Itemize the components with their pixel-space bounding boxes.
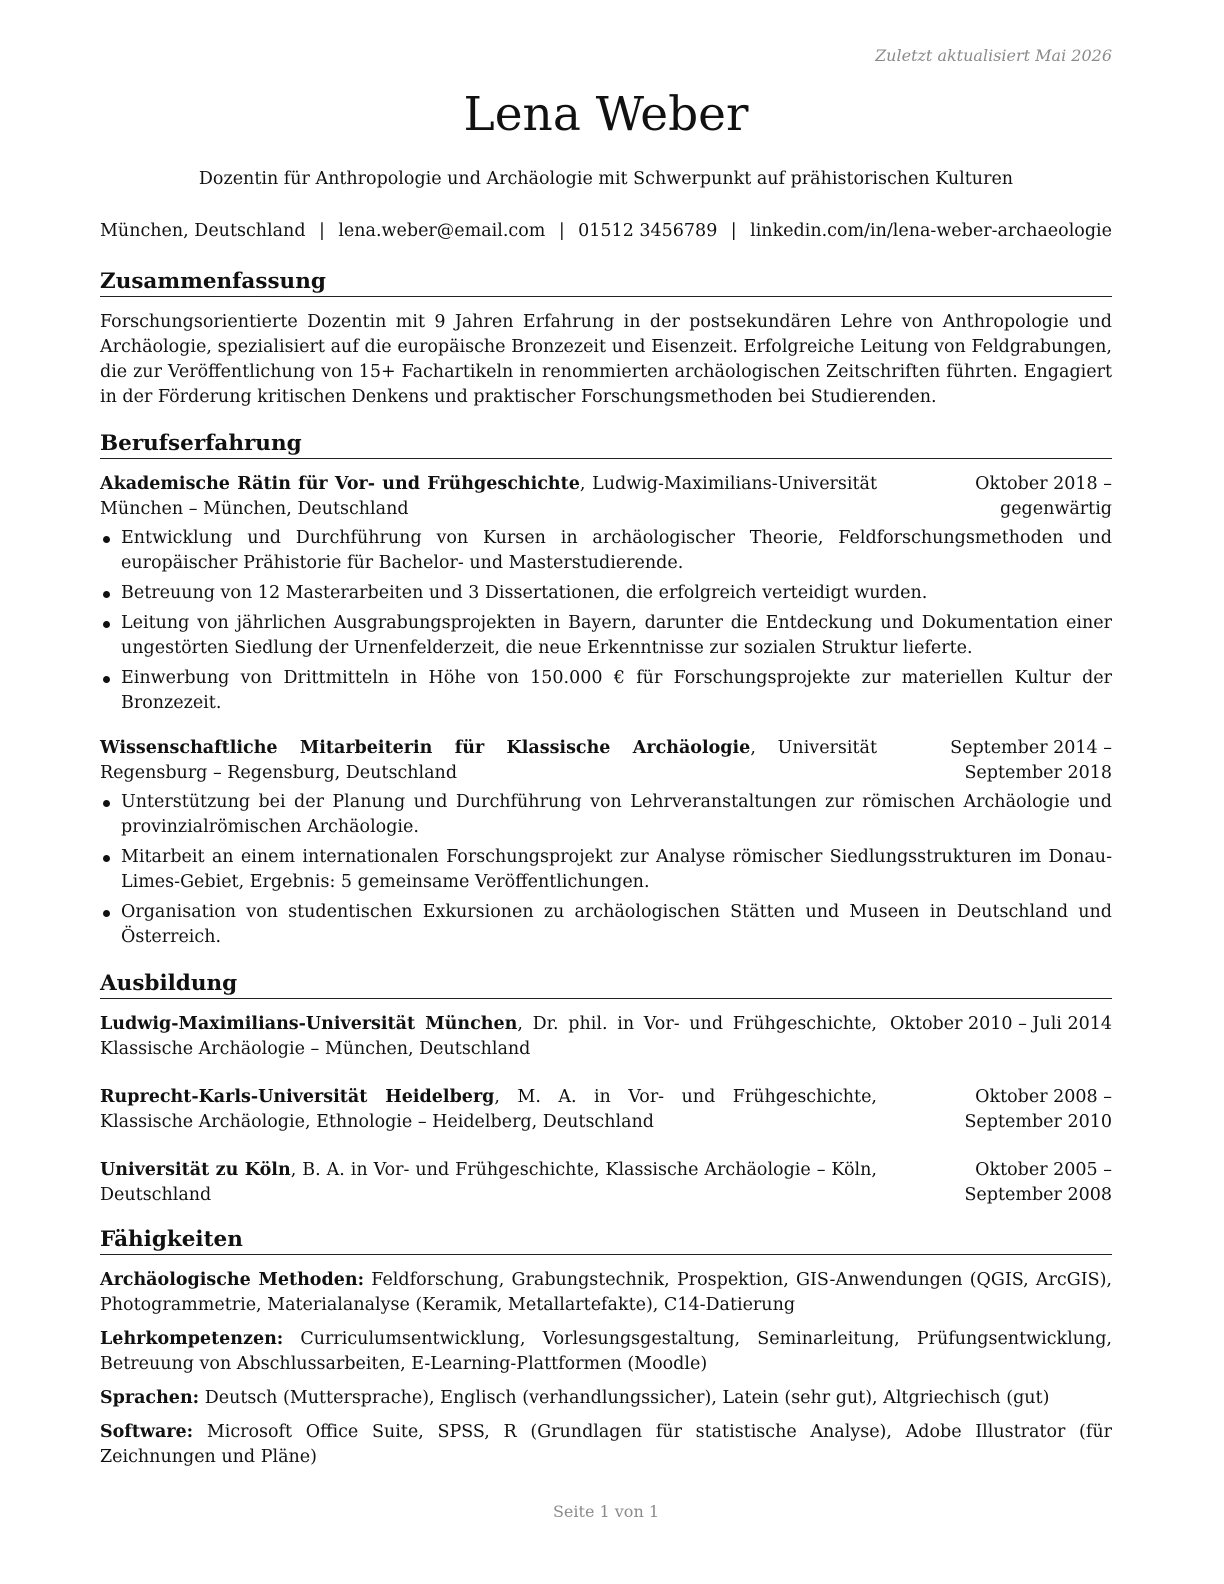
skill-text: Deutsch (Muttersprache), Englisch (verhandlungssicher), Latein (sehr gut), Altgriechisch (gut) (199, 1388, 1050, 1408)
contact-line (100, 219, 1112, 243)
bullet-item: Betreuung von 12 Masterarbeiten und 3 Dissertationen, die erfolgreich verteidigt wurden. (100, 581, 1112, 606)
job-heading (100, 472, 887, 522)
job-header (100, 736, 1112, 786)
section-title: Fähigkeiten (100, 1226, 1112, 1255)
resume-page (100, 0, 1112, 1584)
page-number: Seite 1 von 1 (552, 1502, 660, 1521)
bullet-item: Unterstützung bei der Planung und Durchführung von Lehrveranstaltungen zur römischen Archäologie und provinzialrömischen Archäologie. (100, 790, 1112, 840)
job-entry (100, 736, 1112, 950)
bullet-item: Entwicklung und Durchführung von Kursen in archäologischer Theorie, Feldforschungsmethoden und europäischer Prähistorie für Bachelor- und Masterstudierende. (100, 526, 1112, 576)
job-header (100, 472, 1112, 522)
education-heading (100, 1012, 887, 1062)
job-details: , Ludwig-Maximilians-Universität München – München, Deutschland (100, 474, 877, 519)
education-heading (100, 1085, 887, 1135)
education-school: Ruprecht-Karls-Universität Heidelberg (100, 1087, 495, 1107)
skill-label: Sprachen: (100, 1388, 200, 1408)
summary-text: Forschungsorientierte Dozentin mit 9 Jahren Erfahrung in der postsekundären Lehre von Anthropologie und Archäologie, spezialisiert auf die europäische Bronzezeit und Eisenzeit. Erfolgreiche Leitung von Feldgrabungen, die zur Veröffentlichung von 15+ Fachartikeln in renommierten archäologischen Zeitschriften führten. Engagiert in der Förderung kritischen Denkens und praktischer Forschungsmethoden bei Studierenden. (100, 312, 1112, 407)
last-updated: Zuletzt aktualisiert Mai 2026 (875, 46, 1112, 65)
education-details: , M. A. in Vor- und Frühgeschichte, Klassische Archäologie, Ethnologie – Heidelberg, Deutschland (100, 1087, 877, 1132)
contact-separator: | (558, 221, 565, 241)
bullet-item: Einwerbung von Drittmitteln in Höhe von 150.000 € für Forschungsprojekte zur materiellen Kultur der Bronzezeit. (100, 666, 1112, 716)
job-entry (100, 472, 1112, 716)
skill-item (100, 1327, 1112, 1377)
education-section (100, 970, 1112, 1208)
skill-text: Feldforschung, Grabungstechnik, Prospektion, GIS-Anwendungen (QGIS, ArcGIS), Photogrammetrie, Materialanalyse (Keramik, Metallartefakte), C14-Datierung (100, 1270, 1112, 1315)
section-title: Berufserfahrung (100, 430, 1112, 459)
skill-text: Microsoft Office Suite, SPSS, R (Grundlagen für statistische Analyse), Adobe Illustrator (für Zeichnungen und Pläne) (100, 1422, 1112, 1467)
bullet-item: Mitarbeit an einem internationalen Forschungsprojekt zur Analyse römischer Siedlungsstrukturen im Donau-Limes-Gebiet, Ergebnis: 5 gemeinsame Veröffentlichungen. (100, 845, 1112, 895)
job-bullets (100, 790, 1112, 950)
skills-section (100, 1226, 1112, 1470)
skill-label: Software: (100, 1422, 194, 1442)
contact-separator: | (730, 221, 737, 241)
bullet-item: Leitung von jährlichen Ausgrabungsprojekten in Bayern, darunter die Entdeckung und Dokumentation einer ungestörten Siedlung der Urnenfelderzeit, die neue Erkenntnisse zur sozialen Struktur lieferte. (100, 611, 1112, 661)
education-date: Oktober 2008 – September 2010 (964, 1087, 1112, 1132)
job-bullets (100, 526, 1112, 716)
education-heading (100, 1158, 887, 1208)
education-entry (100, 1158, 1112, 1208)
resume-content (100, 268, 1112, 1479)
education-details: , B. A. in Vor- und Frühgeschichte, Klassische Archäologie – Köln, Deutschland (100, 1160, 877, 1205)
bullet-item: Organisation von studentischen Exkursionen zu archäologischen Stätten und Museen in Deutschland und Österreich. (100, 900, 1112, 950)
summary-section (100, 268, 1112, 410)
contact-separator: | (318, 221, 325, 241)
contact-location: München, Deutschland (100, 221, 306, 241)
skill-label: Archäologische Methoden: (100, 1270, 365, 1290)
education-details: , Dr. phil. in Vor- und Frühgeschichte, Klassische Archäologie – München, Deutschland (100, 1014, 877, 1059)
education-entry (100, 1085, 1112, 1135)
job-date: Oktober 2018 – gegenwärtig (975, 474, 1112, 519)
job-date: September 2014 – September 2018 (950, 738, 1112, 783)
education-date: Oktober 2010 – Juli 2014 (890, 1014, 1112, 1034)
job-details: , Universität Regensburg – Regensburg, Deutschland (100, 738, 877, 783)
experience-section (100, 430, 1112, 950)
job-role: Wissenschaftliche Mitarbeiterin für Klassische Archäologie (100, 738, 751, 758)
section-title: Ausbildung (100, 970, 1112, 999)
contact-phone: 01512 3456789 (578, 221, 718, 241)
contact-email[interactable]: lena.weber@email.com (338, 221, 546, 241)
skill-item (100, 1268, 1112, 1318)
skill-item (100, 1420, 1112, 1470)
skill-label: Lehrkompetenzen: (100, 1329, 284, 1349)
tagline: Dozentin für Anthropologie und Archäologie mit Schwerpunkt auf prähistorischen Kulturen (198, 169, 1014, 189)
education-entry (100, 1012, 1112, 1062)
job-role: Akademische Rätin für Vor- und Frühgeschichte (100, 474, 580, 494)
person-name: Lena Weber (463, 87, 749, 142)
education-date: Oktober 2005 – September 2008 (964, 1160, 1112, 1205)
education-school: Ludwig-Maximilians-Universität München (100, 1014, 518, 1034)
skill-text: Curriculumsentwicklung, Vorlesungsgestaltung, Seminarleitung, Prüfungsentwicklung, Betreuung von Abschlussarbeiten, E-Learning-Plattformen (Moodle) (100, 1329, 1112, 1374)
job-heading (100, 736, 887, 786)
skill-item (100, 1386, 1112, 1411)
education-school: Universität zu Köln (100, 1160, 291, 1180)
contact-linkedin[interactable]: linkedin.com/in/lena-weber-archaeologie (750, 221, 1112, 241)
section-title: Zusammenfassung (100, 268, 1112, 297)
